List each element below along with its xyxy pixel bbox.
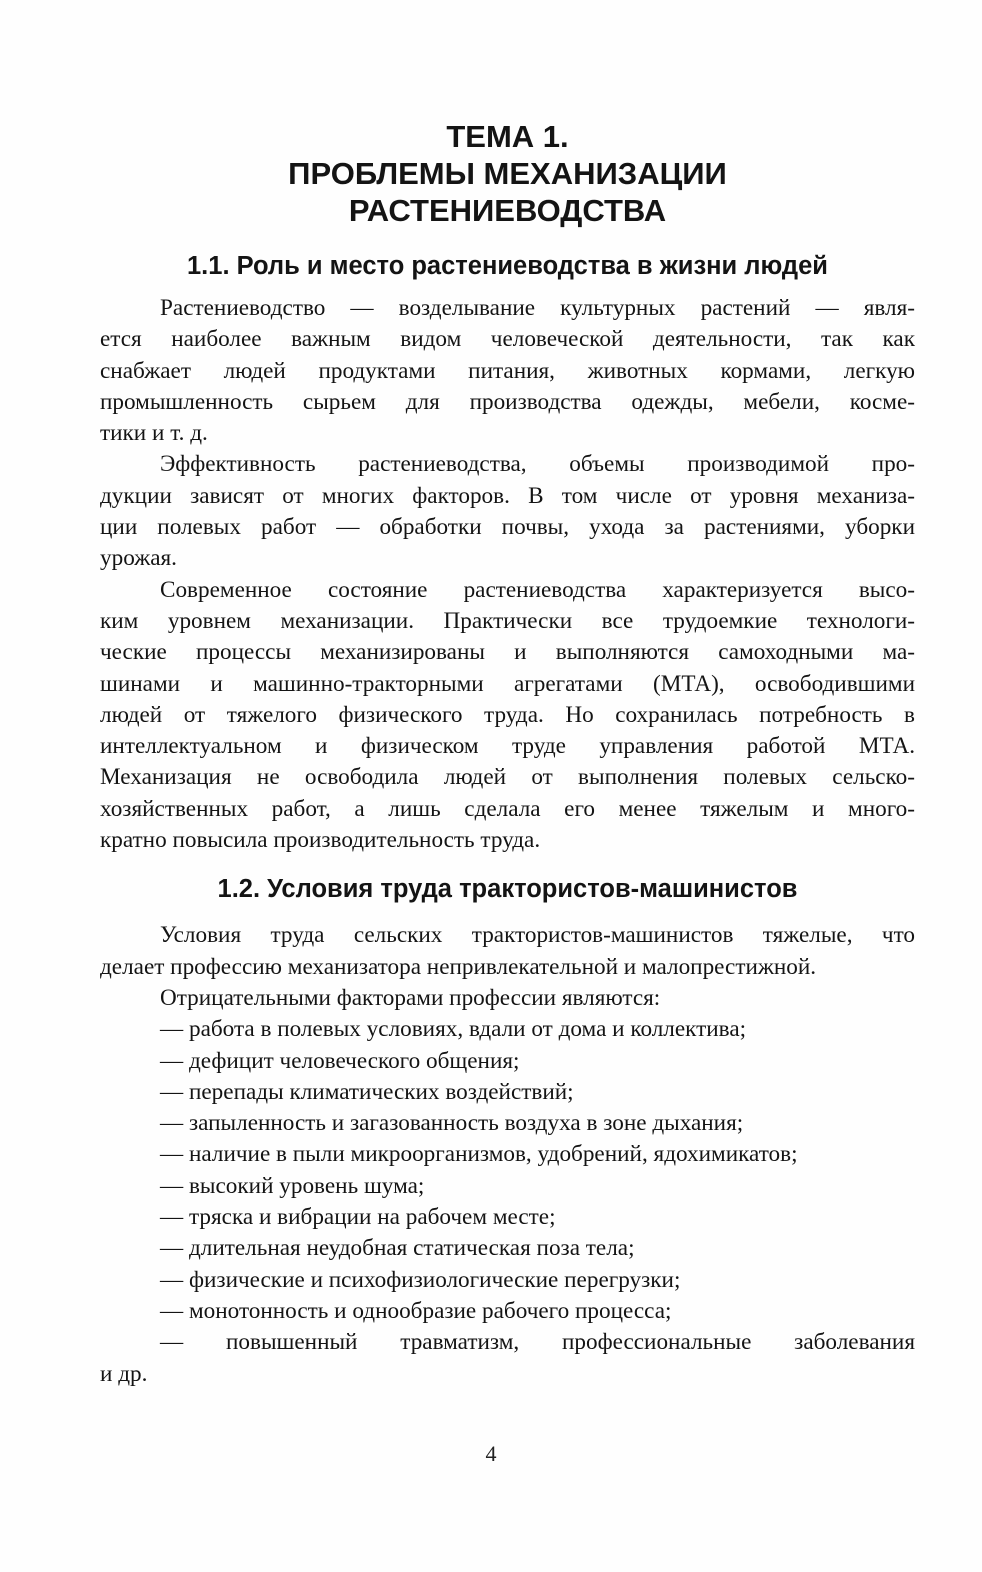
text-line: делает профессию механизатора непривлекательной и малопрестижной.: [100, 953, 817, 980]
list-intro: Отрицательными факторами профессии являются:: [160, 984, 661, 1011]
text-line: тики и т. д.: [100, 420, 208, 447]
paragraph: [100, 920, 915, 983]
list-item: — работа в полевых условиях, вдали от дома и коллектива;: [160, 1016, 747, 1043]
text-line: Современное состояние растениеводства характеризуется высо-: [160, 576, 915, 603]
list-item: — наличие в пыли микроорганизмов, удобрений, ядохимикатов;: [160, 1141, 798, 1168]
list-item: [100, 1327, 915, 1390]
section-title-1-1: 1.1. Роль и место растениеводства в жизни людей: [187, 252, 828, 280]
list-item: — дефицит человеческого общения;: [160, 1047, 520, 1074]
section-title-1-2: 1.2. Условия труда трактористов-машинистов: [217, 875, 798, 904]
paragraph: [100, 293, 915, 449]
paragraph: [100, 449, 915, 574]
text-line: — повышенный травматизм, профессиональные заболевания: [160, 1329, 915, 1356]
text-line: Эффективность растениеводства, объемы производимой про-: [160, 451, 915, 478]
list-item: — длительная неудобная статическая поза тела;: [160, 1235, 635, 1262]
text-line: ким уровнем механизации. Практически все трудоемкие технологи-: [100, 607, 915, 634]
chapter-title: [100, 118, 915, 229]
list-item: — тряска и вибрации на рабочем месте;: [160, 1204, 556, 1231]
chapter-title-line: ТЕМА 1.: [446, 119, 569, 154]
page-content: [100, 118, 915, 1390]
list-item: — физические и психофизиологические перегрузки;: [160, 1266, 681, 1293]
list-item: — перепады климатических воздействий;: [160, 1078, 574, 1105]
text-line: хозяйственных работ, а лишь сделала его менее тяжелым и много-: [100, 795, 915, 822]
text-line: кратно повысила производительность труда.: [100, 827, 541, 854]
list-item: — высокий уровень шума;: [160, 1172, 425, 1199]
text-line: шинами и машинно-тракторными агрегатами (МТА), освободившими: [100, 670, 915, 697]
chapter-title-line: РАСТЕНИЕВОДСТВА: [348, 193, 667, 228]
text-line: ческие процессы механизированы и выполняются самоходными ма-: [100, 639, 915, 666]
text-line: людей от тяжелого физического труда. Но сохранилась потребность в: [100, 701, 915, 728]
page-number: 4: [485, 1441, 497, 1466]
text-line: ции полевых работ — обработки почвы, ухода за растениями, уборки: [100, 514, 915, 541]
text-line: Растениеводство — возделывание культурных растений — явля-: [160, 295, 915, 321]
text-line: урожая.: [100, 545, 177, 572]
chapter-title-line: ПРОБЛЕМЫ МЕХАНИЗАЦИИ: [288, 156, 727, 191]
text-line: дукции зависят от многих факторов. В том числе от уровня механиза-: [100, 482, 915, 509]
paragraph: [100, 575, 915, 857]
list-item: — запыленность и загазованность воздуха в зоне дыхания;: [160, 1110, 744, 1137]
text-line: Механизация не освободила людей от выполнения полевых сельско-: [100, 764, 915, 791]
negative-factors-list: [100, 983, 915, 1390]
text-line: интеллектуальном и физическом труде управления работой МТА.: [100, 733, 915, 760]
text-line: промышленность сырьем для производства одежды, мебели, космe-: [100, 388, 915, 415]
text-line: Условия труда сельских трактористов-машинистов тяжелые, что: [160, 922, 915, 949]
list-item: — монотонность и однообразие рабочего процесса;: [160, 1297, 672, 1324]
text-line: снабжает людей продуктами питания, животных кормами, легкую: [100, 357, 915, 384]
text-line: ется наиболее важным видом человеческой деятельности, так как: [100, 326, 915, 353]
text-line: и др.: [100, 1360, 148, 1387]
